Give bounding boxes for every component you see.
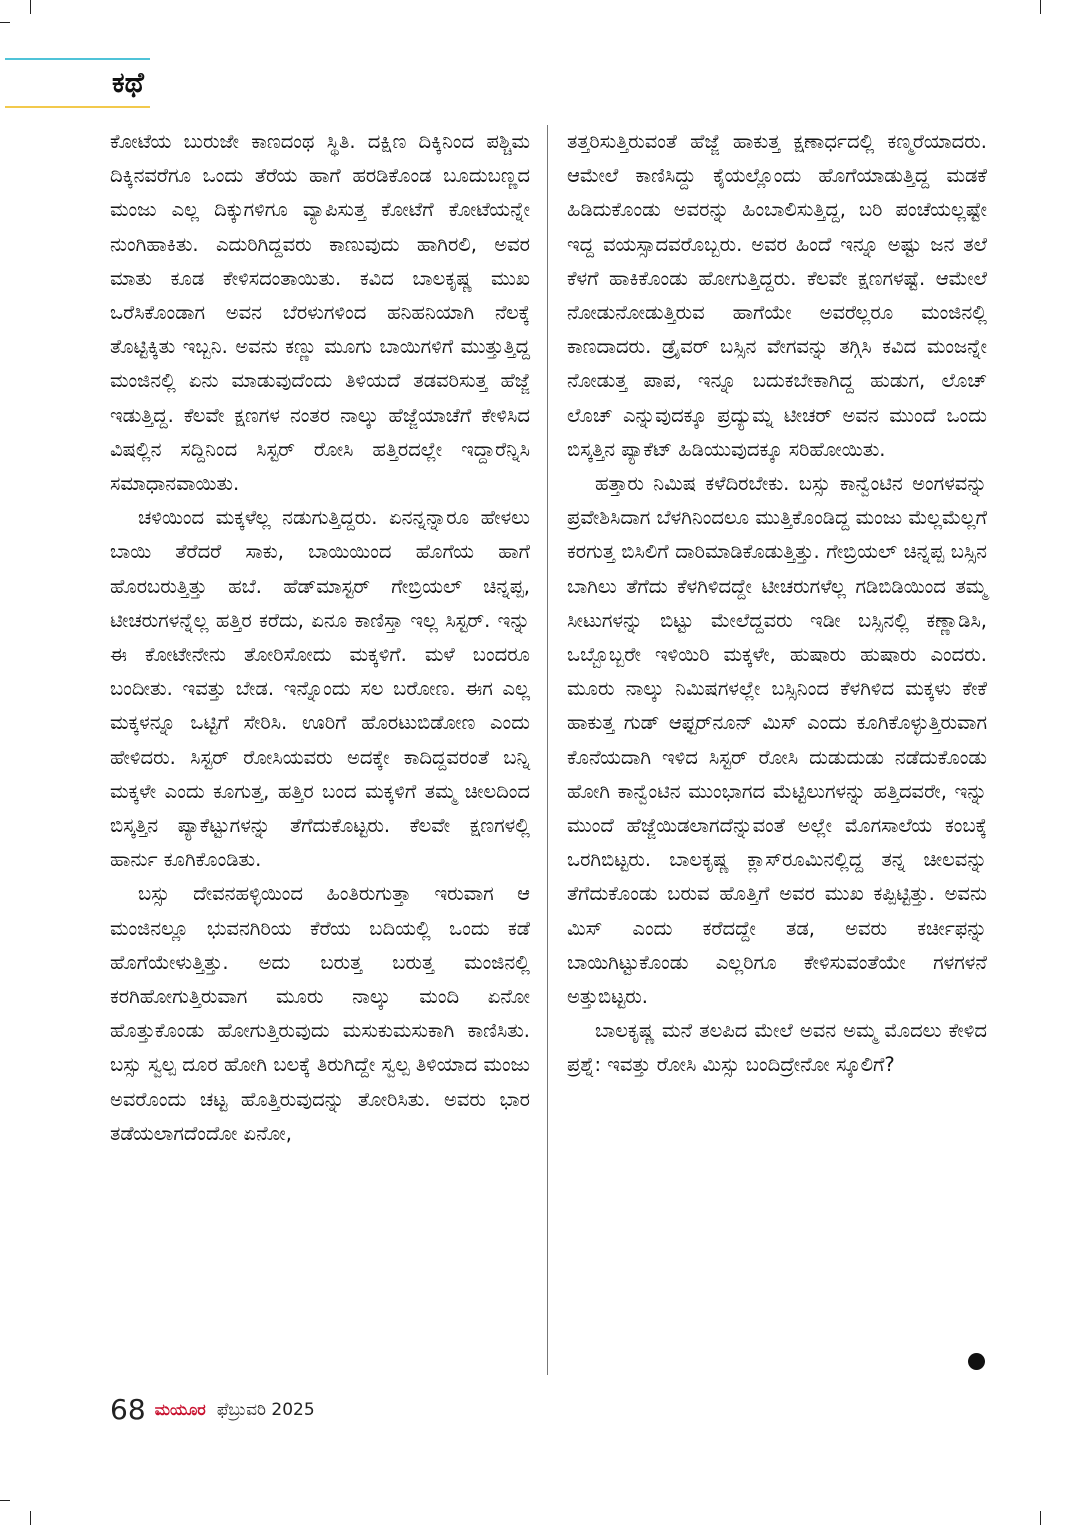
paragraph: ಬಾಲಕೃಷ್ಣ ಮನೆ ತಲಪಿದ ಮೇಲೆ ಅವನ ಅಮ್ಮ ಮೊದಲು ಕೇಳಿದ ಪ್ರಶ್ನೆ: ಇವತ್ತು ರೋಸಿ ಮಿಸ್ಸು ಬಂದಿದ್ರೇನೋ ಸ್ಕೂಲಿಗೆ? — [567, 1019, 987, 1077]
magazine-logo: ಮಯೂರ — [154, 1399, 206, 1419]
section-title: ಕಥೆ — [112, 66, 144, 99]
paragraph: ಬಸ್ಸು ದೇವನಹಳ್ಳಿಯಿಂದ ಹಿಂತಿರುಗುತ್ತಾ ಇರುವಾಗ ಆ ಮಂಜಿನಲ್ಲೂ ಭುವನಗಿರಿಯ ಕೆರೆಯ ಬದಿಯಲ್ಲಿ ಒಂದು ಕಡೆ ಹೊಗೆಯೇಳುತ್ತಿತ್ತು. ಅದು ಬರುತ್ತ ಬರುತ್ತ ಮಂಜಿನಲ್ಲಿ ಕರಗಿಹೋಗುತ್ತಿರುವಾಗ ಮೂರು ನಾಲ್ಕು ಮಂದಿ ಏನೋ ಹೊತ್ತುಕೊಂಡು ಹೋಗುತ್ತಿರುವುದು ಮಸುಕುಮಸುಕಾಗಿ ಕಾಣಿಸಿತು. ಬಸ್ಸು ಸ್ವಲ್ಪ ದೂರ ಹೋಗಿ ಬಲಕ್ಕೆ ತಿರುಗಿದ್ದೇ ಸ್ವಲ್ಪ ತಿಳಿಯಾದ ಮಂಜು ಅವರೊಂದು ಚಟ್ಟ ಹೊತ್ತಿರುವುದನ್ನು ತೋರಿಸಿತು. ಅವರು ಭಾರ ತಡೆಯಲಾಗದೆಂದೋ ಏನೋ, — [110, 882, 530, 1145]
column-divider — [547, 125, 548, 1375]
section-rule-top — [5, 58, 150, 60]
issue-date: ಫೆಬ್ರುವರಿ 2025 — [216, 1399, 315, 1420]
crop-mark — [0, 22, 10, 23]
article-column-left — [110, 125, 530, 1151]
page-number: 68 — [110, 1393, 146, 1426]
crop-mark — [0, 1500, 10, 1501]
article-column-right — [567, 125, 987, 1083]
paragraph: ಕೋಟೆಯ ಬುರುಜೇ ಕಾಣದಂಥ ಸ್ಥಿತಿ. ದಕ್ಷಿಣ ದಿಕ್ಕಿನಿಂದ ಪಶ್ಚಿಮ ದಿಕ್ಕಿನವರೆಗೂ ಒಂದು ತೆರೆಯ ಹಾಗೆ ಹರಡಿಕೊಂಡ ಬೂದುಬಣ್ಣದ ಮಂಜು ಎಲ್ಲ ದಿಕ್ಕುಗಳಿಗೂ ವ್ಯಾಪಿಸುತ್ತ ಕೋಟೆಗೆ ಕೋಟೆಯನ್ನೇ ನುಂಗಿಹಾಕಿತು. ಎದುರಿಗಿದ್ದವರು ಕಾಣುವುದು ಹಾಗಿರಲಿ, ಅವರ ಮಾತು ಕೂಡ ಕೇಳಿಸದಂತಾಯಿತು. ಕವಿದ ಬಾಲಕೃಷ್ಣ ಮುಖ ಒರೆಸಿಕೊಂಡಾಗ ಅವನ ಬೆರಳುಗಳಿಂದ ಹನಿಹನಿಯಾಗಿ ನೆಲಕ್ಕೆ ತೊಟ್ಟಿಕ್ಕಿತು ಇಬ್ಬನಿ. ಅವನು ಕಣ್ಣು ಮೂಗು ಬಾಯಿಗಳಿಗೆ ಮುತ್ತುತ್ತಿದ್ದ ಮಂಜಿನಲ್ಲಿ ಏನು ಮಾಡುವುದೆಂದು ತಿಳಿಯದೆ ತಡವರಿಸುತ್ತ ಹೆಜ್ಜೆ ಇಡುತ್ತಿದ್ದ. ಕೆಲವೇ ಕ್ಷಣಗಳ ನಂತರ ನಾಲ್ಕು ಹೆಜ್ಜೆಯಾಚೆಗೆ ಕೇಳಿಸಿದ ವಿಷಲ್ಲಿನ ಸದ್ದಿನಿಂದ ಸಿಸ್ಟರ್ ರೋಸಿ ಹತ್ತಿರದಲ್ಲೇ ಇದ್ದಾರೆನ್ನಿಸಿ ಸಮಾಧಾನವಾಯಿತು. — [110, 130, 530, 496]
paragraph: ಹತ್ತಾರು ನಿಮಿಷ ಕಳೆದಿರಬೇಕು. ಬಸ್ಸು ಕಾನ್ವೆಂಟಿನ ಅಂಗಳವನ್ನು ಪ್ರವೇಶಿಸಿದಾಗ ಬೆಳಗಿನಿಂದಲೂ ಮುತ್ತಿಕೊಂಡಿದ್ದ ಮಂಜು ಮೆಲ್ಲಮೆಲ್ಲಗೆ ಕರಗುತ್ತ ಬಿಸಿಲಿಗೆ ದಾರಿಮಾಡಿಕೊಡುತ್ತಿತ್ತು. ಗೇಬ್ರಿಯಲ್ ಚಿನ್ನಪ್ಪ ಬಸ್ಸಿನ ಬಾಗಿಲು ತೆಗೆದು ಕೆಳಗಿಳಿದದ್ದೇ ಟೀಚರುಗಳೆಲ್ಲ ಗಡಿಬಿಡಿಯಿಂದ ತಮ್ಮ ಸೀಟುಗಳನ್ನು ಬಿಟ್ಟು ಮೇಲೆದ್ದವರು ಇಡೀ ಬಸ್ಸಿನಲ್ಲಿ ಕಣ್ಣಾಡಿಸಿ, ಒಬ್ಬೊಬ್ಬರೇ ಇಳಿಯಿರಿ ಮಕ್ಕಳೇ, ಹುಷಾರು ಹುಷಾರು ಎಂದರು. ಮೂರು ನಾಲ್ಕು ನಿಮಿಷಗಳಲ್ಲೇ ಬಸ್ಸಿನಿಂದ ಕೆಳಗಿಳಿದ ಮಕ್ಕಳು ಕೇಕೆ ಹಾಕುತ್ತ ಗುಡ್ ಆಫ್ಟರ್‌ನೂನ್ ಮಿಸ್ ಎಂದು ಕೂಗಿಕೊಳ್ಳುತ್ತಿರುವಾಗ ಕೊನೆಯದಾಗಿ ಇಳಿದ ಸಿಸ್ಟರ್ ರೋಸಿ ದುಡುದುಡು ನಡೆದುಕೊಂಡು ಹೋಗಿ ಕಾನ್ವೆಂಟಿನ ಮುಂಭಾಗದ ಮೆಟ್ಟಿಲುಗಳನ್ನು ಹತ್ತಿದವರೇ, ಇನ್ನು ಮುಂದೆ ಹೆಜ್ಜೆಯಿಡಲಾಗದೆನ್ನುವಂತೆ ಅಲ್ಲೇ ಮೊಗಸಾಲೆಯ ಕಂಬಕ್ಕೆ ಒರಗಿಬಿಟ್ಟರು. ಬಾಲಕೃಷ್ಣ ಕ್ಲಾಸ್‌ರೂಮಿನಲ್ಲಿದ್ದ ತನ್ನ ಚೀಲವನ್ನು ತೆಗೆದುಕೊಂಡು ಬರುವ ಹೊತ್ತಿಗೆ ಅವರ ಮುಖ ಕಪ್ಪಿಟ್ಟಿತ್ತು. ಅವನು ಮಿಸ್ ಎಂದು ಕರೆದದ್ದೇ ತಡ, ಅವರು ಕರ್ಚೀಫನ್ನು ಬಾಯಿಗಿಟ್ಟುಕೊಂಡು ಎಲ್ಲರಿಗೂ ಕೇಳಿಸುವಂತೆಯೇ ಗಳಗಳನೆ ಅತ್ತುಬಿಟ್ಟರು. — [567, 472, 987, 1009]
paragraph: ತತ್ತರಿಸುತ್ತಿರುವಂತೆ ಹೆಜ್ಜೆ ಹಾಕುತ್ತ ಕ್ಷಣಾರ್ಧದಲ್ಲಿ ಕಣ್ಮರೆಯಾದರು. ಆಮೇಲೆ ಕಾಣಿಸಿದ್ದು ಕೈಯಲ್ಲೊಂದು ಹೊಗೆಯಾಡುತ್ತಿದ್ದ ಮಡಕೆ ಹಿಡಿದುಕೊಂಡು ಅವರನ್ನು ಹಿಂಬಾಲಿಸುತ್ತಿದ್ದ, ಬರಿ ಪಂಚೆಯಲ್ಲಷ್ಟೇ ಇದ್ದ ವಯಸ್ಸಾದವರೊಬ್ಬರು. ಅವರ ಹಿಂದೆ ಇನ್ನೂ ಅಷ್ಟು ಜನ ತಲೆ ಕೆಳಗೆ ಹಾಕಿಕೊಂಡು ಹೋಗುತ್ತಿದ್ದರು. ಕೆಲವೇ ಕ್ಷಣಗಳಷ್ಟೆ. ಆಮೇಲೆ ನೋಡುನೋಡುತ್ತಿರುವ ಹಾಗೆಯೇ ಅವರೆಲ್ಲರೂ ಮಂಜಿನಲ್ಲಿ ಕಾಣದಾದರು. ಡ್ರೈವರ್ ಬಸ್ಸಿನ ವೇಗವನ್ನು ತಗ್ಗಿಸಿ ಕವಿದ ಮಂಜನ್ನೇ ನೋಡುತ್ತ ಪಾಪ, ಇನ್ನೂ ಬದುಕಬೇಕಾಗಿದ್ದ ಹುಡುಗ, ಲೊಚ್ ಲೊಚ್ ಎನ್ನುವುದಕ್ಕೂ ಪ್ರದ್ಯುಮ್ನ ಟೀಚರ್ ಅವನ ಮುಂದೆ ಒಂದು ಬಿಸ್ಕತ್ತಿನ ಪ್ಯಾಕೆಟ್ ಹಿಡಿಯುವುದಕ್ಕೂ ಸರಿಹೋಯಿತು. — [567, 130, 987, 461]
crop-mark — [1040, 1511, 1041, 1525]
section-rule-bottom — [5, 106, 150, 108]
page-footer — [110, 1393, 315, 1427]
paragraph: ಚಳಿಯಿಂದ ಮಕ್ಕಳೆಲ್ಲ ನಡುಗುತ್ತಿದ್ದರು. ಏನನ್ನನ್ನಾರೂ ಹೇಳಲು ಬಾಯಿ ತೆರೆದರೆ ಸಾಕು, ಬಾಯಿಯಿಂದ ಹೊಗೆಯ ಹಾಗೆ ಹೊರಬರುತ್ತಿತ್ತು ಹಬೆ. ಹೆಡ್‌ಮಾಸ್ಟರ್ ಗೇಬ್ರಿಯಲ್ ಚಿನ್ನಪ್ಪ, ಟೀಚರುಗಳನ್ನೆಲ್ಲ ಹತ್ತಿರ ಕರೆದು, ಏನೂ ಕಾಣಿಸ್ತಾ ಇಲ್ಲ ಸಿಸ್ಟರ್. ಇನ್ನು ಈ ಕೋಟೇನೇನು ತೋರಿಸೋದು ಮಕ್ಕಳಿಗೆ. ಮಳೆ ಬಂದರೂ ಬಂದೀತು. ಇವತ್ತು ಬೇಡ. ಇನ್ನೊಂದು ಸಲ ಬರೋಣ. ಈಗ ಎಲ್ಲ ಮಕ್ಕಳನ್ನೂ ಒಟ್ಟಿಗೆ ಸೇರಿಸಿ. ಊರಿಗೆ ಹೊರಟುಬಿಡೋಣ ಎಂದು ಹೇಳಿದರು. ಸಿಸ್ಟರ್ ರೋಸಿಯವರು ಅದಕ್ಕೇ ಕಾದಿದ್ದವರಂತೆ ಬನ್ನಿ ಮಕ್ಕಳೇ ಎಂದು ಕೂಗುತ್ತ, ಹತ್ತಿರ ಬಂದ ಮಕ್ಕಳಿಗೆ ತಮ್ಮ ಚೀಲದಿಂದ ಬಿಸ್ಕತ್ತಿನ ಪ್ಯಾಕೆಟ್ಟುಗಳನ್ನು ತೆಗೆದುಕೊಟ್ಟರು. ಕೆಲವೇ ಕ್ಷಣಗಳಲ್ಲಿ ಹಾರ್ನು ಕೂಗಿಕೊಂಡಿತು. — [110, 506, 530, 872]
crop-mark — [30, 1511, 31, 1525]
section-header — [0, 58, 148, 110]
end-of-story-bullet-icon — [968, 1353, 985, 1370]
crop-mark — [30, 0, 31, 14]
crop-mark — [1040, 0, 1041, 14]
